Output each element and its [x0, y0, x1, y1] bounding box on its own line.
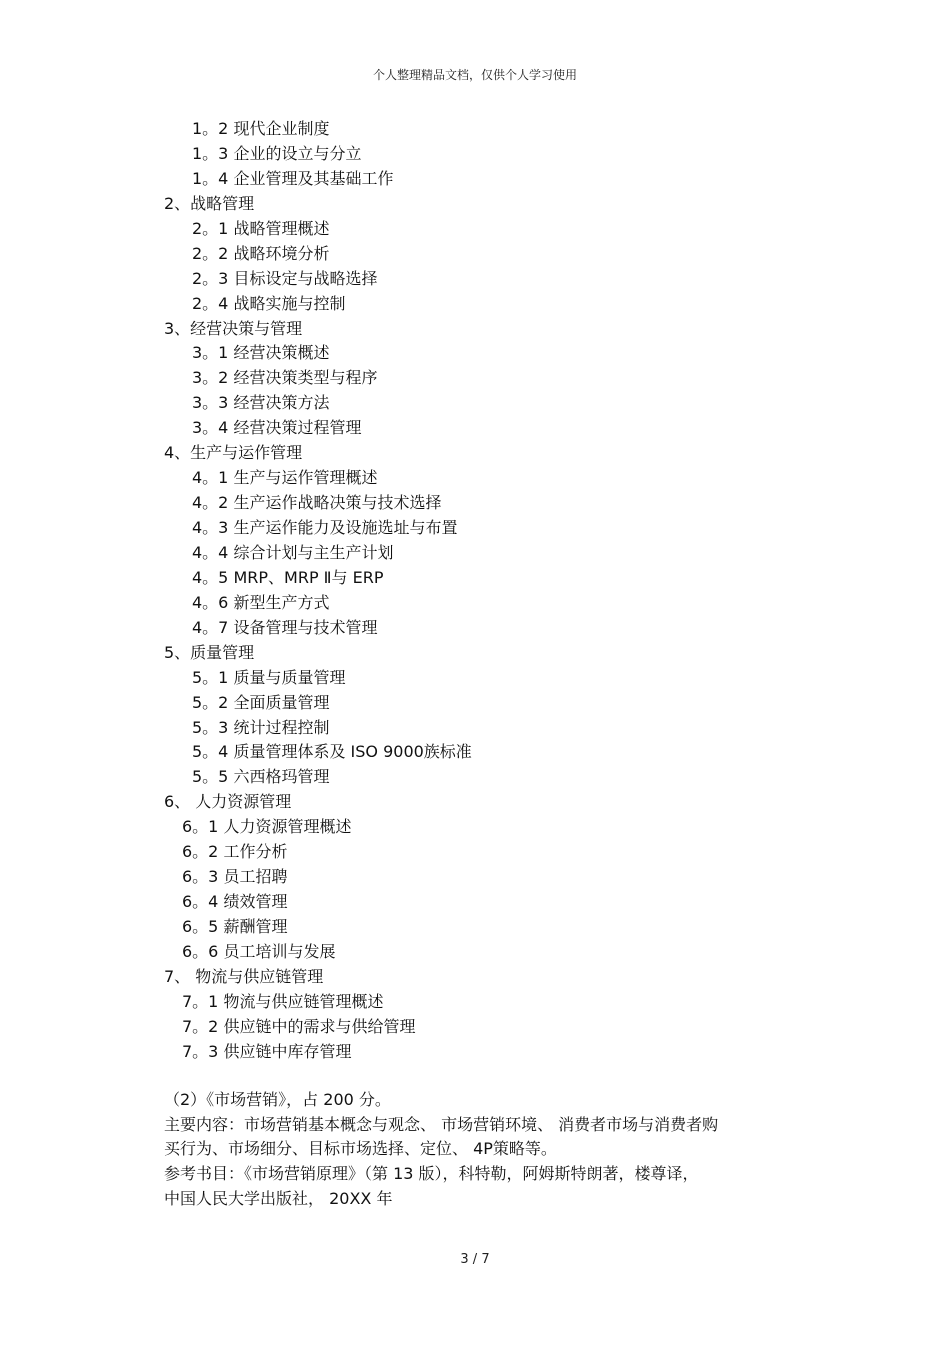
chapter-heading: 2、战略管理 [164, 193, 255, 213]
subsection-item: 1。2 现代企业制度 [192, 119, 330, 138]
subsection-item: 5。1 质量与质量管理 [192, 667, 346, 687]
subsection-item: 6。2 工作分析 [182, 842, 288, 862]
chapter-heading: 3、经营决策与管理 [164, 318, 303, 338]
section-title: （2）《市场营销》，占 200 分。 [164, 1090, 391, 1109]
subsection-item: 5。3 统计过程控制 [192, 717, 330, 737]
subsection-item: 4。2 生产运作战略决策与技术选择 [192, 493, 442, 513]
content-line: 主要内容：市场营销基本概念与观念、 市场营销环境、 消费者市场与消费者购 [164, 1114, 719, 1134]
page-header: 个人整理精品文档，仅供个人学习使用 [372, 68, 577, 82]
subsection-item: 7。2 供应链中的需求与供给管理 [182, 1016, 416, 1036]
content-line: 买行为、市场细分、目标市场选择、定位、 4P策略等。 [164, 1139, 557, 1159]
subsection-item: 1。4 企业管理及其基础工作 [192, 168, 394, 188]
subsection-item: 3。2 经营决策类型与程序 [192, 368, 378, 388]
subsection-item: 4。3 生产运作能力及设施选址与布置 [192, 518, 458, 537]
subsection-item: 2。3 目标设定与战略选择 [192, 268, 378, 288]
subsection-item: 6。3 员工招聘 [182, 867, 288, 887]
outline-list [0, 117, 950, 1065]
subsection-item: 1。3 企业的设立与分立 [192, 143, 362, 163]
subsection-item: 2。2 战略环境分析 [192, 243, 330, 263]
subsection-item: 4。1 生产与运作管理概述 [192, 468, 378, 488]
subsection-item: 2。1 战略管理概述 [192, 218, 330, 238]
subsection-item: 4。7 设备管理与技术管理 [192, 617, 378, 637]
subsection-item: 6。1 人力资源管理概述 [182, 817, 352, 837]
subsection-item: 5。5 六西格玛管理 [192, 767, 330, 787]
subsection-item: 5。2 全面质量管理 [192, 692, 330, 712]
chapter-heading: 7、 物流与供应链管理 [164, 966, 324, 986]
subsection-item: 2。4 战略实施与控制 [192, 293, 346, 313]
chapter-heading: 4、生产与运作管理 [164, 443, 303, 463]
subsection-item: 6。4 绩效管理 [182, 892, 288, 912]
chapter-heading: 6、 人力资源管理 [164, 792, 292, 812]
reference-line: 中国人民大学出版社， 20XX 年 [164, 1188, 393, 1208]
subsection-item: 7。3 供应链中库存管理 [182, 1041, 352, 1061]
subsection-item: 3。3 经营决策方法 [192, 393, 330, 413]
subsection-item: 4。6 新型生产方式 [192, 592, 330, 612]
subsection-item: 6。5 薪酬管理 [182, 917, 288, 936]
subsection-item: 5。4 质量管理体系及 ISO 9000族标准 [192, 742, 472, 762]
subsection-item: 6。6 员工培训与发展 [182, 941, 336, 961]
subsection-item: 3。1 经营决策概述 [192, 343, 330, 363]
subsection-item: 7。1 物流与供应链管理概述 [182, 991, 384, 1011]
chapter-heading: 5、质量管理 [164, 642, 255, 662]
page-number: 3 / 7 [460, 1252, 490, 1267]
subsection-item: 4。5 MRP、MRP Ⅱ与 ERP [192, 567, 384, 587]
subsection-item: 4。4 综合计划与主生产计划 [192, 542, 394, 562]
reference-line: 参考书目：《市场营销原理》（第 13 版），科特勒，阿姆斯特朗著，楼尊译， [164, 1164, 699, 1184]
subsection-item: 3。4 经营决策过程管理 [192, 418, 362, 438]
marketing-section [164, 1088, 804, 1212]
